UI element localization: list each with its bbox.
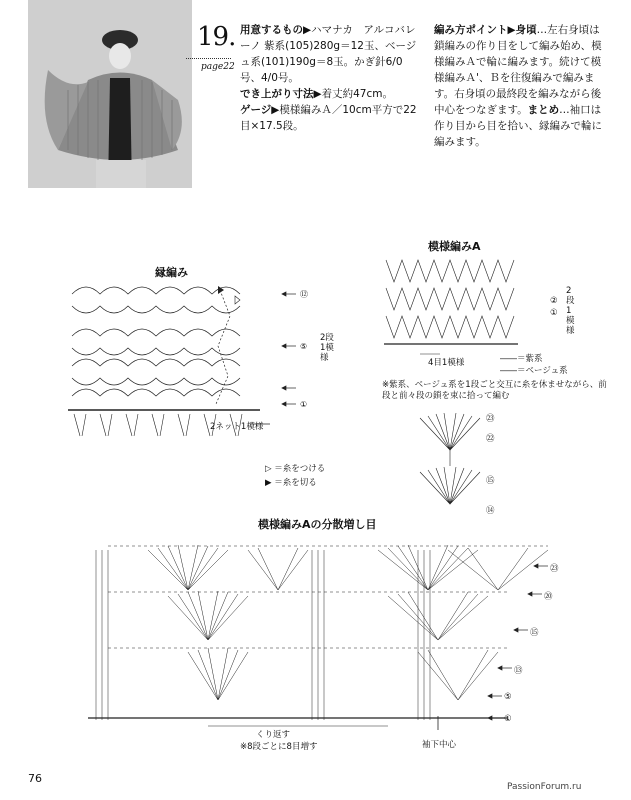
legend-beige: ――＝ベージュ系 <box>500 366 568 376</box>
size-value: 着丈約47cm。 <box>321 88 393 100</box>
legend-beige-text: ＝ベージュ系 <box>517 366 568 376</box>
pattern-a-row-repeat: 2段1模様 <box>566 286 575 336</box>
points-block <box>434 22 606 150</box>
yarn-purple: 紫系(105)280g＝12玉 <box>264 40 375 52</box>
body-heading: 身頃 <box>515 24 537 36</box>
edging-chart <box>60 276 320 446</box>
fan-row-15: ⑮ <box>486 476 495 486</box>
edging-row-12: ⑫ <box>300 290 308 299</box>
increase-row-20: ⑳ <box>544 592 553 602</box>
legend-purple: ――＝紫系 <box>500 354 543 364</box>
pattern-a-note: ※紫系、ベージュ系を1段ごと交互に糸を休ませながら、前段と前々段の鎖を束に拾って編む <box>382 380 607 401</box>
gauge-value: 模様編みＡ／10cm平方で22目×17.5段。 <box>240 104 417 132</box>
edging-title: 縁編み <box>155 266 188 279</box>
hook-size: かぎ針6/0号、4/0号。 <box>240 56 403 84</box>
legend-cut-text: ＝糸を切る <box>274 478 317 488</box>
legend-purple-text: ＝紫系 <box>517 354 543 364</box>
divider-dotted <box>186 58 231 59</box>
edging-repeat-label: 2ネット1模様 <box>210 422 264 432</box>
site-watermark: PassionForum.ru <box>507 782 582 792</box>
increase-row-1: ① <box>504 714 512 724</box>
model-silhouette <box>28 0 192 188</box>
sleeve-center-label: 袖下中心 <box>422 740 457 750</box>
yarn-brand: ハマナカ アルコバレーノ <box>240 24 416 52</box>
edging-row-top <box>72 287 240 294</box>
increase-chart <box>88 530 568 730</box>
pattern-a-row-1: ① <box>550 308 558 318</box>
pattern-a-chart <box>380 252 540 362</box>
increase-columns <box>96 550 430 720</box>
gauge-heading: ゲージ▶ <box>240 104 280 116</box>
legend-cut: ▶ ＝糸を切る <box>265 478 317 488</box>
points-heading: 編み方ポイント▶ <box>434 24 516 36</box>
fan-row-14: ⑭ <box>486 506 495 516</box>
increase-row-13: ⑬ <box>514 666 523 676</box>
legend-attach: ▷ ＝糸をつける <box>265 464 326 474</box>
legend-attach-text: ＝糸をつける <box>274 464 326 474</box>
materials-block: 用意するもの▶ハマナカ アルコバレーノ 紫系(105)280g＝12玉、ベージュ系(101)190g＝8玉。かぎ針6/0号、4/0号。 でき上がり寸法▶着丈約47cm。 ゲージ▶模様編みＡ／10cm平方で22目×17.5段。 <box>240 24 417 132</box>
increase-row-23: ㉓ <box>550 564 559 574</box>
pattern-a-row-2: ② <box>550 296 558 306</box>
size-heading: でき上がり寸法▶ <box>240 88 322 100</box>
edging-row-1: ① <box>300 400 308 409</box>
yarn-beige: ベージュ系(101)190g＝8玉 <box>240 40 417 68</box>
increase-repeat-note: ※8段ごとに8目増す <box>240 742 318 752</box>
pattern-a-title: 模様編みA <box>428 240 481 253</box>
body-text: …左右身頃は鎖編みの作り目をして編み始め、模様編みＡで輪に編みます。続けて模様編みＡ'、Ｂを往復編みで編みます。右身頃の最終段を編みながら後中心をつなぎます。 <box>434 24 602 116</box>
finish-text: …袖口は作り目から目を拾い、縁編みで輪に編みます。 <box>434 104 602 148</box>
edging-row-5: ⑤ <box>300 342 308 351</box>
pattern-a-stitch-repeat: 4目1模様 <box>428 358 465 368</box>
model-photo <box>28 0 192 188</box>
fan-row-23: ㉓ <box>486 414 495 424</box>
page-number: 76 <box>28 772 42 785</box>
materials-heading: 用意するもの▶ <box>240 24 312 36</box>
increase-row-15: ⑮ <box>530 628 539 638</box>
fan-column-chart <box>400 410 500 520</box>
edging-row-repeat: 2段1模様 <box>320 333 334 363</box>
increase-row-5: ⑤ <box>504 692 512 702</box>
page-reference: page22 <box>201 62 235 72</box>
increase-repeat-label: くり返す <box>256 730 291 740</box>
finish-heading: まとめ <box>527 104 560 116</box>
increase-title: 模様編みAの分散増し目 <box>258 518 377 531</box>
fan-row-22: ㉒ <box>486 434 495 444</box>
pattern-number: 19. <box>197 22 236 52</box>
